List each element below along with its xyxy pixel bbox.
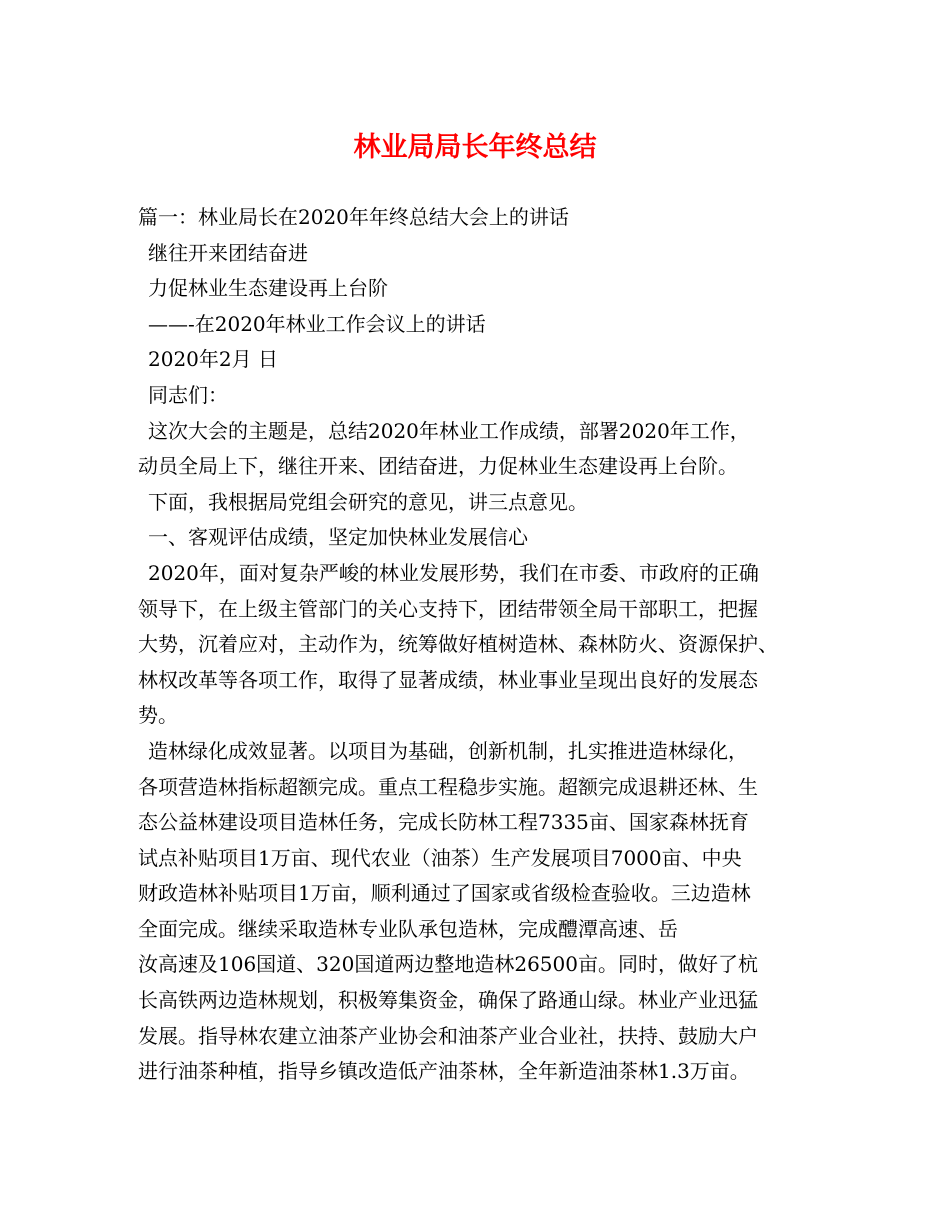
text-line: 全面完成。继续采取造林专业队承包造林，完成醴潭高速、岳 bbox=[138, 916, 678, 941]
document-body bbox=[138, 200, 822, 1090]
text-line: 2020年，面对复杂严峻的林业发展形势，我们在市委、市政府的正确 bbox=[148, 560, 759, 585]
text-line: 长高铁两边造林规划，积极筹集资金，确保了路通山绿。林业产业迅猛 bbox=[138, 988, 758, 1013]
text-line: 势。 bbox=[138, 703, 178, 728]
text-line: 发展。指导林农建立油茶产业协会和油茶产业合业社，扶持、鼓励大户 bbox=[138, 1023, 758, 1048]
text-line: 力促林业生态建设再上台阶 bbox=[148, 276, 388, 301]
text-line: 财政造林补贴项目1万亩，顺利通过了国家或省级检查验收。三边造林 bbox=[138, 881, 751, 906]
text-line: 下面，我根据局党组会研究的意见，讲三点意见。 bbox=[148, 489, 588, 514]
text-line: 各项营造林指标超额完成。重点工程稳步实施。超额完成退耕还林、生 bbox=[138, 774, 758, 799]
text-line: 一、客观评估成绩，坚定加快林业发展信心 bbox=[148, 525, 528, 550]
text-line: 继往开来团结奋进 bbox=[148, 240, 308, 265]
text-line: 态公益林建设项目造林任务，完成长防林工程7335亩、国家森林抚育 bbox=[138, 810, 749, 835]
text-line: 造林绿化成效显著。以项目为基础，创新机制，扎实推进造林绿化， bbox=[148, 738, 748, 763]
text-line: 这次大会的主题是，总结2020年林业工作成绩，部署2020年工作， bbox=[148, 418, 750, 443]
text-line: ——-在2020年林业工作会议上的讲话 bbox=[148, 311, 486, 336]
text-line: 2020年2月 日 bbox=[148, 347, 278, 372]
text-line: 汝高速及106国道、320国道两边整地造林26500亩。同时，做好了杭 bbox=[138, 952, 758, 977]
document-title: 林业局局长年终总结 bbox=[353, 132, 597, 163]
text-line: 大势，沉着应对，主动作为，统筹做好植树造林、森林防火、资源保护、 bbox=[138, 632, 778, 657]
text-line: 进行油茶种植，指导乡镇改造低产油茶林，全年新造油茶林1.3万亩。 bbox=[138, 1059, 750, 1084]
text-line: 林权改革等各项工作，取得了显著成绩，林业事业呈现出良好的发展态 bbox=[138, 667, 758, 692]
text-line: 篇一：林业局长在2020年年终总结大会上的讲话 bbox=[138, 205, 569, 229]
text-line: 同志们： bbox=[148, 382, 228, 407]
text-line: 动员全局上下，继往开来、团结奋进，力促林业生态建设再上台阶。 bbox=[138, 454, 738, 479]
text-line: 试点补贴项目1万亩、现代农业（油茶）生产发展项目7000亩、中央 bbox=[138, 845, 742, 870]
text-line: 领导下，在上级主管部门的关心支持下，团结带领全局干部职工，把握 bbox=[138, 596, 758, 621]
